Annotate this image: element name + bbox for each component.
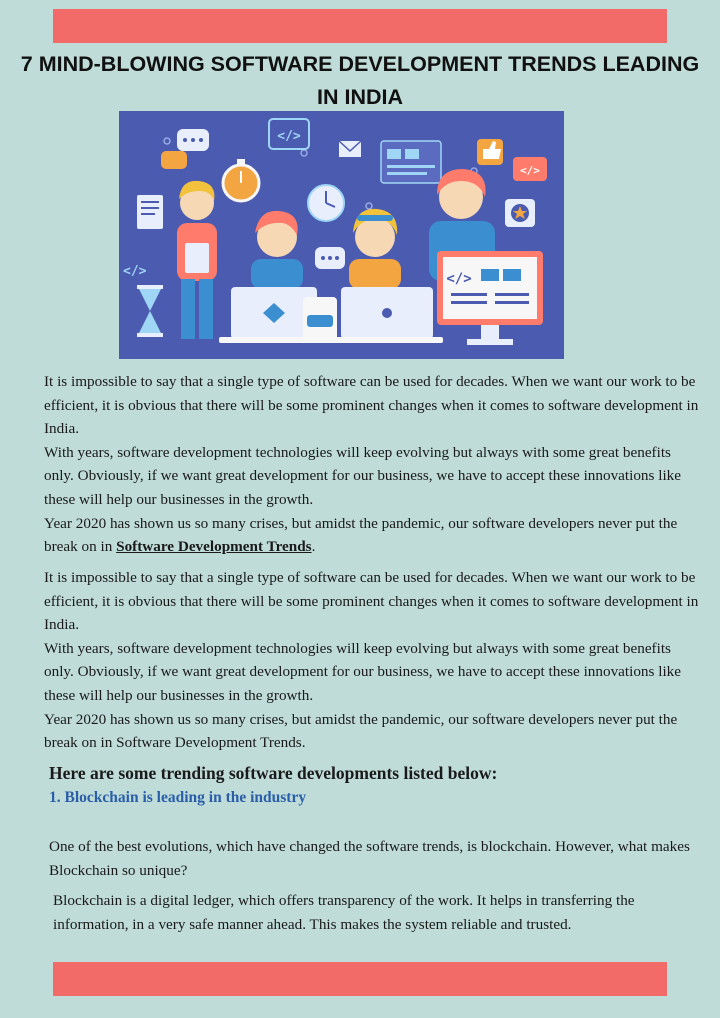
developers-illustration (119, 111, 564, 359)
laptop-right (331, 287, 443, 343)
intro-paragraph-1 (44, 370, 704, 559)
clock-icon (308, 185, 344, 221)
envelope-icon (339, 141, 361, 157)
intro2-text-1: It is impossible to say that a single type of software can be used for decades. When we want our work to be efficient, it is obvious that there will be some prominent changes when it comes to software development in India. (44, 569, 699, 634)
intro2-text-3: Year 2020 has shown us so many crises, but amidst the pandemic, our software developers never put the break on in Software Development Trends. (44, 710, 678, 752)
intro1-text-1: It is impossible to say that a single type of software can be used for decades. When we want our work to be efficient, it is obvious that there will be some prominent changes when it comes to software development in India. (44, 373, 699, 438)
thumbs-up-icon (477, 139, 503, 165)
top-banner (53, 9, 667, 43)
blockchain-question: One of the best evolutions, which have changed the software trends, is blockchain. However, what makes Blockchain so unique? (49, 838, 690, 879)
star-icon (505, 199, 535, 227)
intro1-text-3 (44, 512, 704, 559)
blockchain-subheading: 1. Blockchain is leading in the industry (49, 789, 307, 806)
intro1-text-3-pre: Year 2020 has shown us so many crises, but amidst the pandemic, our software developers never put the break on in (44, 514, 678, 556)
software-development-trends-link[interactable]: Software Development Trends (116, 538, 312, 556)
intro1-text-3-post: . (311, 538, 316, 556)
page-title: 7 MIND-BLOWING SOFTWARE DEVELOPMENT TRENDS LEADING IN INDIA (20, 52, 700, 109)
svg-text:</>: </> (123, 264, 147, 279)
hero-illustration (119, 111, 564, 359)
intro2-text-2: With years, software development technologies will keep evolving but always with some great benefits only. Obviously, if we want great development for our business, we have to accept these innovations like these will help our businesses in the growth. (44, 639, 682, 704)
intro1-text-2: With years, software development technologies will keep evolving but always with some great benefits only. Obviously, if we want great development for our business, we have to accept these innovations like these will help our businesses in the growth. (44, 443, 682, 508)
bottom-banner (53, 962, 667, 996)
svg-text:</>: </> (277, 129, 301, 144)
trends-heading: Here are some trending software developments listed below: (49, 763, 498, 783)
intro-paragraph-2 (44, 566, 704, 755)
blockchain-answer: Blockchain is a digital ledger, which offers transparency of the work. It helps in transferring the information, in a very safe manner ahead. This makes the system reliable and trusted. (53, 892, 635, 933)
code-tag-label: </> (446, 271, 472, 287)
svg-text:</>: </> (520, 164, 540, 177)
